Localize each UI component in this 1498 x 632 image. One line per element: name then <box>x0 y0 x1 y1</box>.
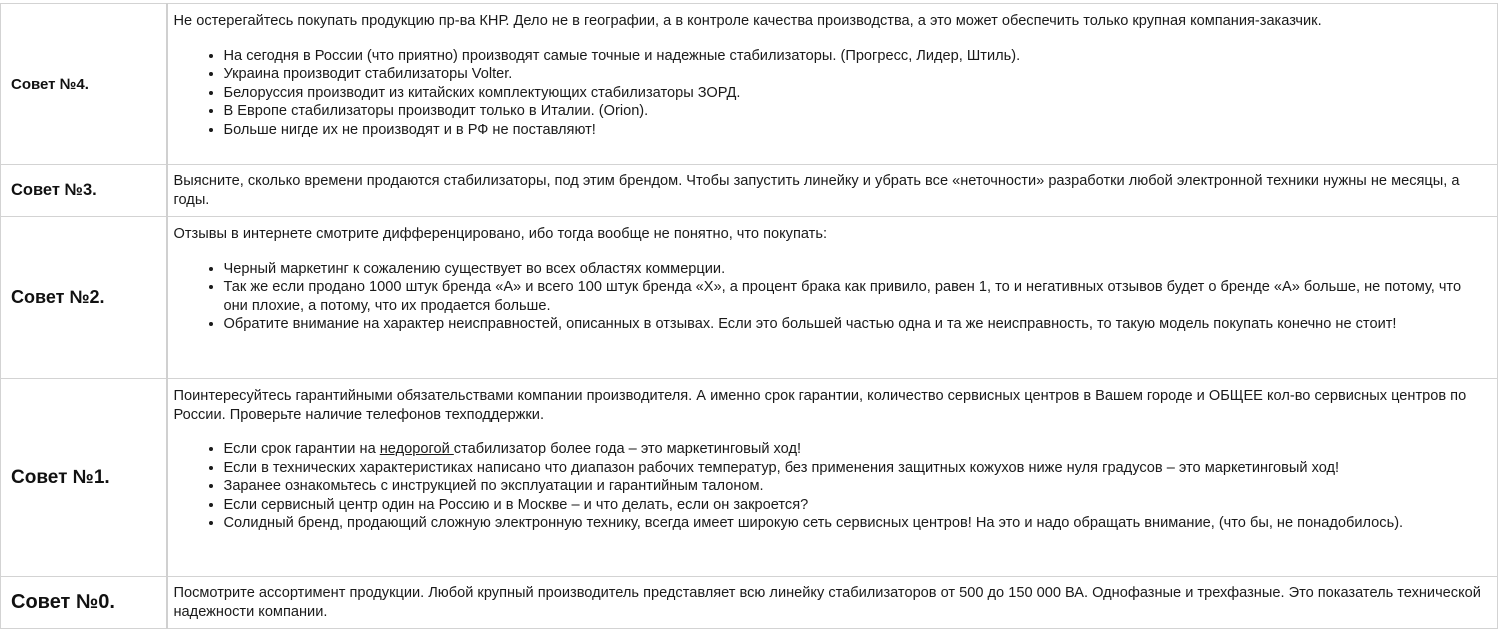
tip-label: Совет №3. <box>1 165 167 217</box>
tip-intro: Выясните, сколько времени продаются стабилизаторы, под этим брендом. Чтобы запустить линейку и убрать все «неточности» разработки любой электронной техники нужны не месяцы, а годы. <box>173 173 1460 208</box>
tip-bullets <box>174 260 1490 334</box>
tip-intro: Посмотрите ассортимент продукции. Любой крупный производитель представляет всю линейку стабилизаторов от 500 до 150 000 ВА. Однофазные и трехфазные. Это показатель технической надежности компании. <box>173 585 1481 620</box>
bullet-text: Если срок гарантии на <box>223 441 380 457</box>
list-item: • Солидный бренд, продающий сложную электронную технику, всегда имеет широкую сеть сервисных центров! На это и надо обращать внимание, (что бы, не понадобилось). <box>224 514 1490 533</box>
tip-intro: Поинтересуйтесь гарантийными обязательствами компании производителя. А именно срок гарантии, количество сервисных центров в Вашем городе и ОБЩЕЕ кол-во сервисных центров по России. Проверьте наличие телефонов техподдержки. <box>173 388 1467 423</box>
list-item: • Белоруссия производит из китайских комплектующих стабилизаторы ЗОРД. <box>224 84 1490 103</box>
list-item: • На сегодня в России (что приятно) производят самые точные и надежные стабилизаторы. (Прогресс, Лидер, Штиль). <box>224 47 1490 66</box>
tip-intro: Не остерегайтесь покупать продукцию пр-ва КНР. Дело не в географии, а в контроле качества производства, а это может обеспечить только крупная компания-заказчик. <box>173 13 1322 29</box>
tip-label: Совет №4. <box>1 4 167 165</box>
tip-row-1 <box>1 379 1498 577</box>
list-item: • Так же если продано 1000 штук бренда «А» и всего 100 штук бренда «Х», а процент брака как привило, равен 1, то и негативных отзывов будет о бренде «А» больше, не потому, что они плохие, а потому, что их продается больше. <box>224 278 1490 315</box>
tip-row-4 <box>1 4 1498 165</box>
list-item: • Больше нигде их не производят и в РФ не поставляют! <box>224 121 1490 140</box>
tip-content <box>167 577 1498 629</box>
list-item: • Заранее ознакомьтесь с инструкцией по эксплуатации и гарантийным талоном. <box>224 477 1490 496</box>
list-item: • Украина производит стабилизаторы Volter. <box>224 65 1490 84</box>
list-item: • Обратите внимание на характер неисправностей, описанных в отзывах. Если это большей частью одна и та же неисправность, то такую модель покупать конечно не стоит! <box>224 315 1490 334</box>
tip-label: Совет №0. <box>1 577 167 629</box>
underlined-word: недорогой <box>379 441 454 457</box>
list-item: • Если сервисный центр один на Россию и в Москве – и что делать, если он закроется? <box>224 496 1490 515</box>
list-item <box>224 440 1490 459</box>
tip-content <box>167 4 1498 165</box>
list-item: • В Европе стабилизаторы производит только в Италии. (Orion). <box>224 102 1490 121</box>
tip-row-0 <box>1 577 1498 629</box>
tip-row-2 <box>1 217 1498 379</box>
tip-bullets <box>174 440 1490 533</box>
tip-content <box>167 165 1498 217</box>
list-item: • Черный маркетинг к сожалению существует во всех областях коммерции. <box>224 260 1490 279</box>
list-item: • Если в технических характеристиках написано что диапазон рабочих температур, без применения защитных кожухов ниже нуля градусов – это маркетинговый ход! <box>224 459 1490 478</box>
tip-intro: Отзывы в интернете смотрите дифференцировано, ибо тогда вообще не понятно, что покупать: <box>173 226 828 242</box>
tip-label: Совет №1. <box>1 379 167 577</box>
tip-content <box>167 217 1498 379</box>
tip-label: Совет №2. <box>1 217 167 379</box>
bullet-text: стабилизатор более года – это маркетинговый ход! <box>453 441 802 457</box>
tips-table <box>0 3 1498 629</box>
tip-bullets <box>174 47 1490 140</box>
tip-row-3 <box>1 165 1498 217</box>
tip-content <box>167 379 1498 577</box>
